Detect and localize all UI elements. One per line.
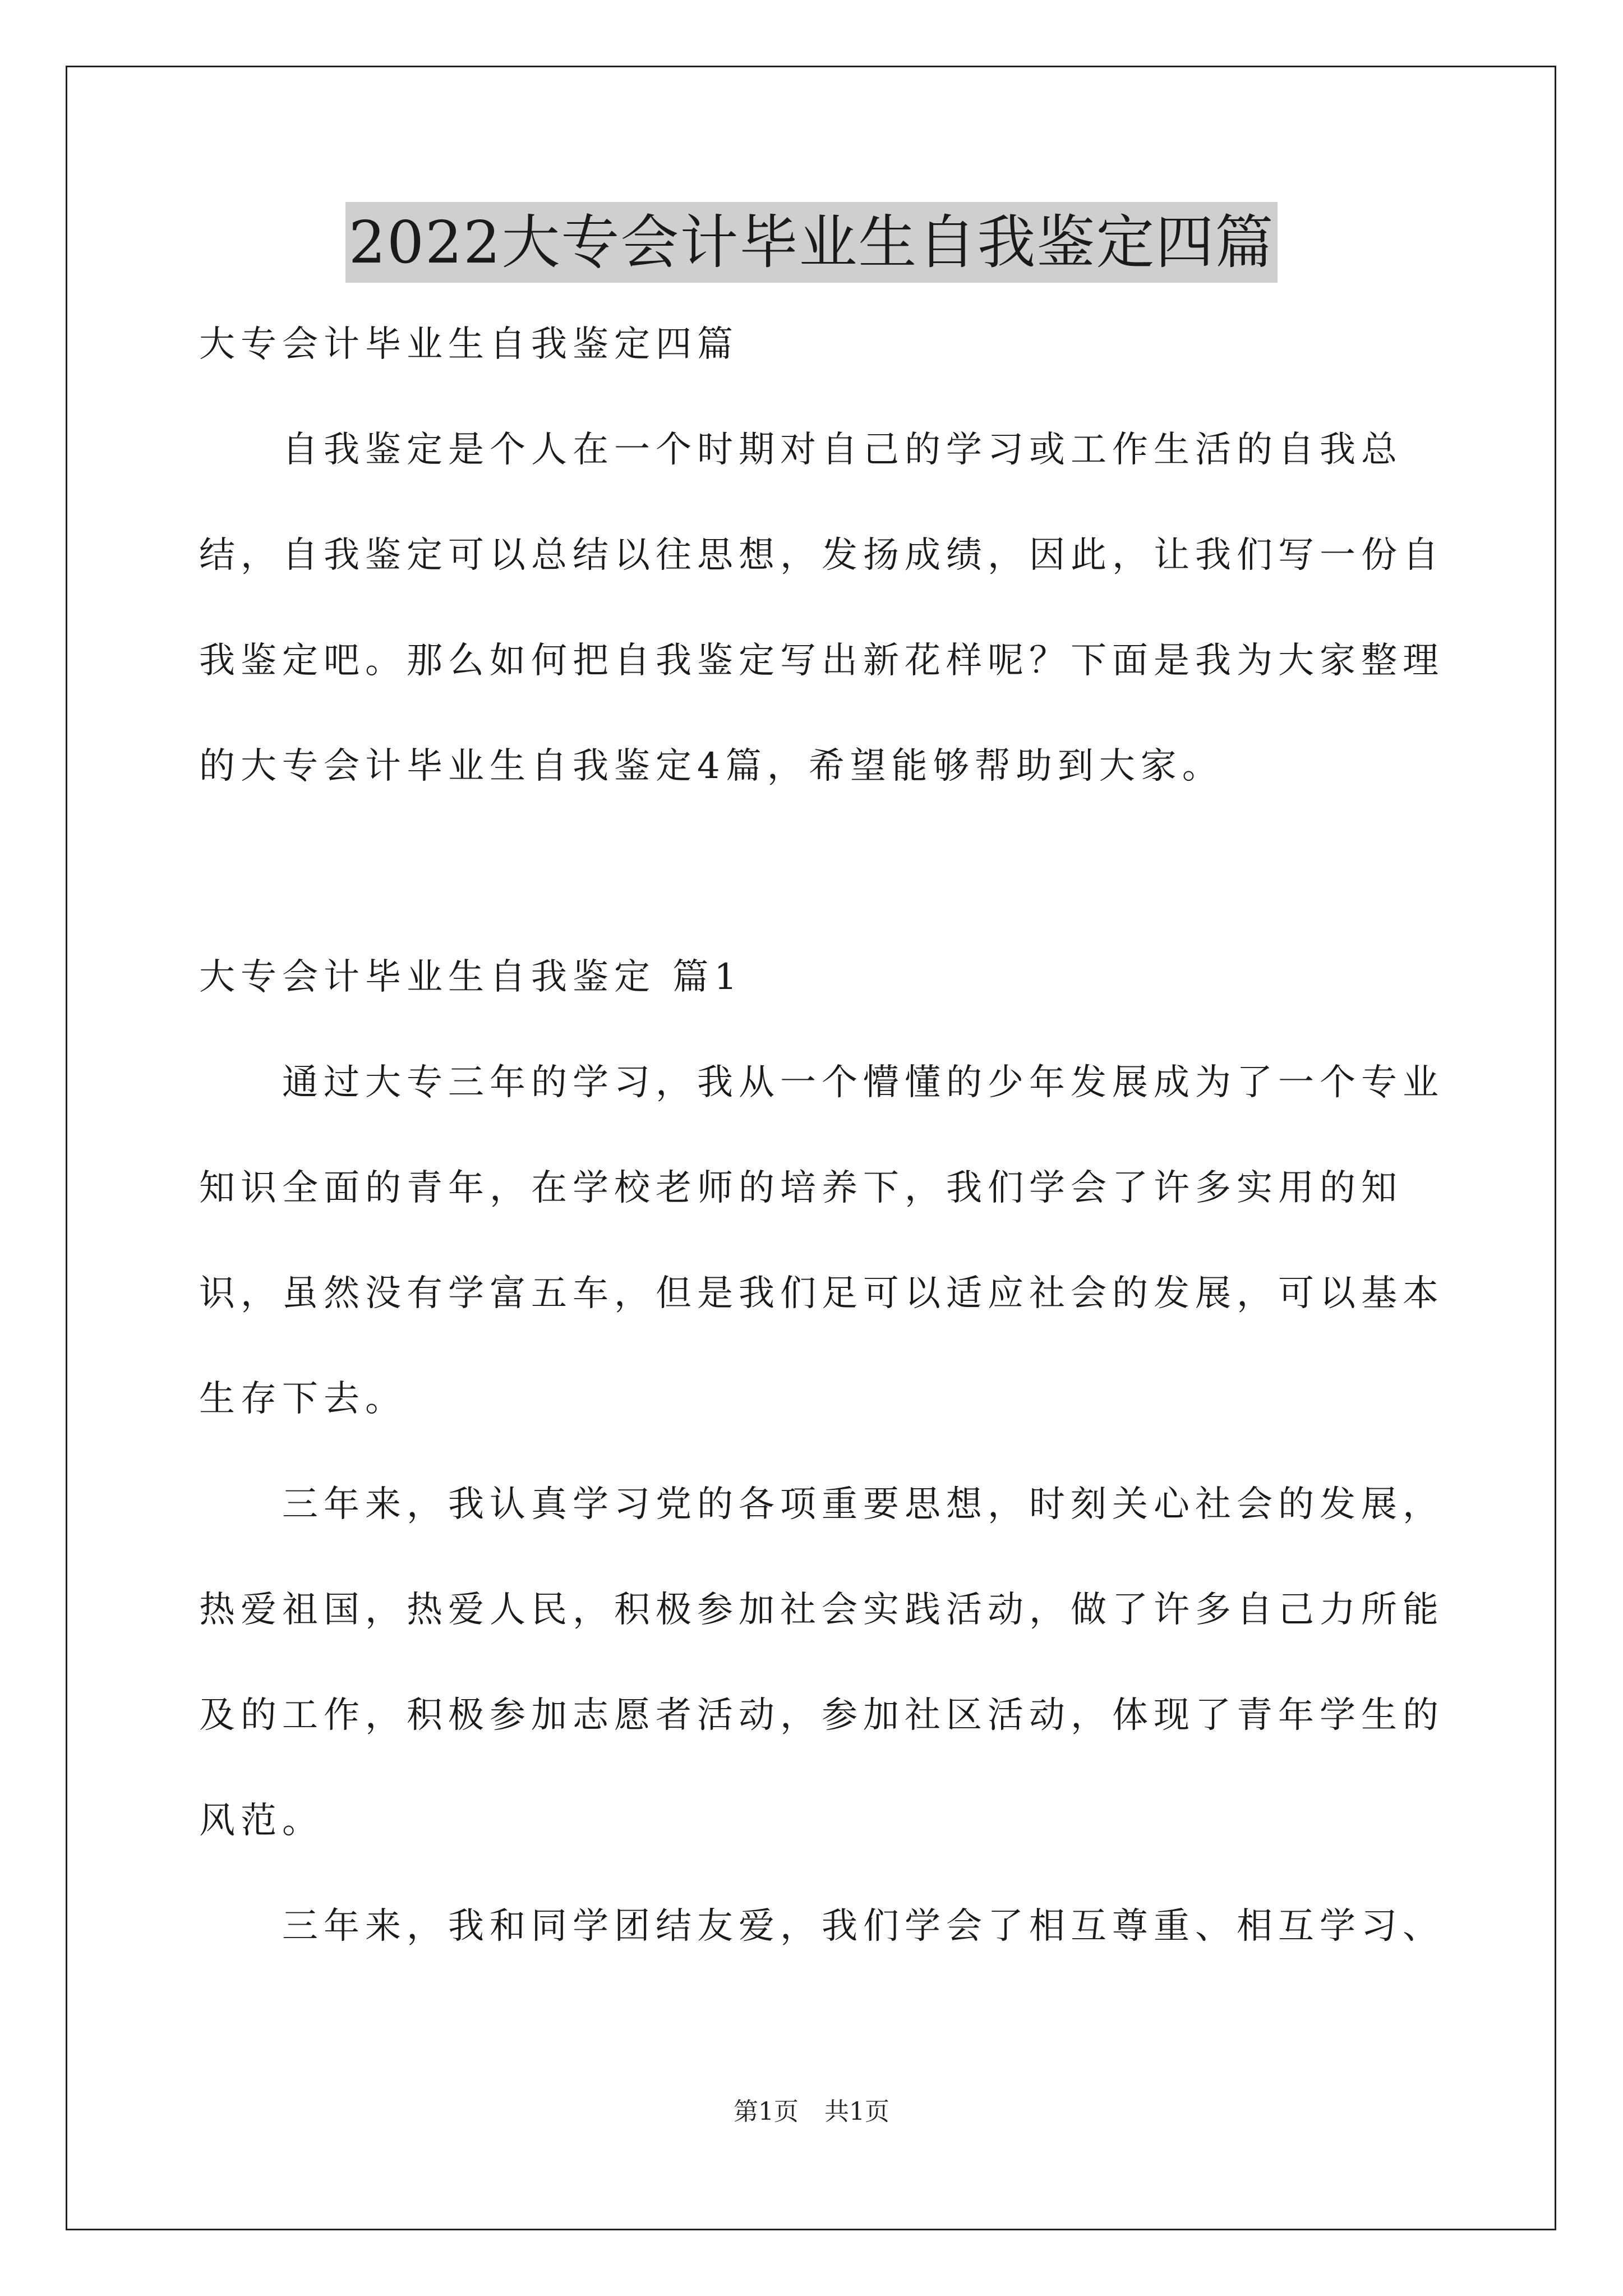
page-footer — [0, 2095, 1623, 2129]
document-title: 2022大专会计毕业生自我鉴定四篇 — [345, 202, 1278, 283]
body-paragraph-3: 三年来，我和同学团结友爱，我们学会了相互尊重、相互学习、 — [282, 1906, 1444, 1947]
body-paragraph-2: 三年来，我认真学习党的各项重要思想，时刻关心社会的发展，热爱祖国，热爱人民，积极参加社会实践活动，做了许多自己力所能及的工作，积极参加志愿者活动，参加社区活动，体现了青年学生的风范。 — [199, 1484, 1444, 1842]
body-paragraph-1: 通过大专三年的学习，我从一个懵懂的少年发展成为了一个专业知识全面的青年，在学校老师的培养下，我们学会了许多实用的知识，虽然没有学富五车，但是我们足可以适应社会的发展，可以基本生存下去。 — [199, 1062, 1444, 1420]
section-heading: 大专会计毕业生自我鉴定 篇1 — [199, 956, 743, 998]
paragraph-gap — [199, 819, 1467, 924]
page-number-current: 第1页 — [734, 2097, 799, 2126]
page-number-total: 共1页 — [824, 2097, 889, 2126]
document-subtitle: 大专会计毕业生自我鉴定四篇 — [199, 324, 739, 365]
title-container — [0, 202, 1623, 283]
document-body — [199, 292, 1467, 1979]
intro-paragraph: 自我鉴定是个人在一个时期对自己的学习或工作生活的自我总结，自我鉴定可以总结以往思想，发扬成绩，因此，让我们写一份自我鉴定吧。那么如何把自我鉴定写出新花样呢？下面是我为大家整理的大专会计毕业生自我鉴定4篇，希望能够帮助到大家。 — [199, 429, 1444, 787]
